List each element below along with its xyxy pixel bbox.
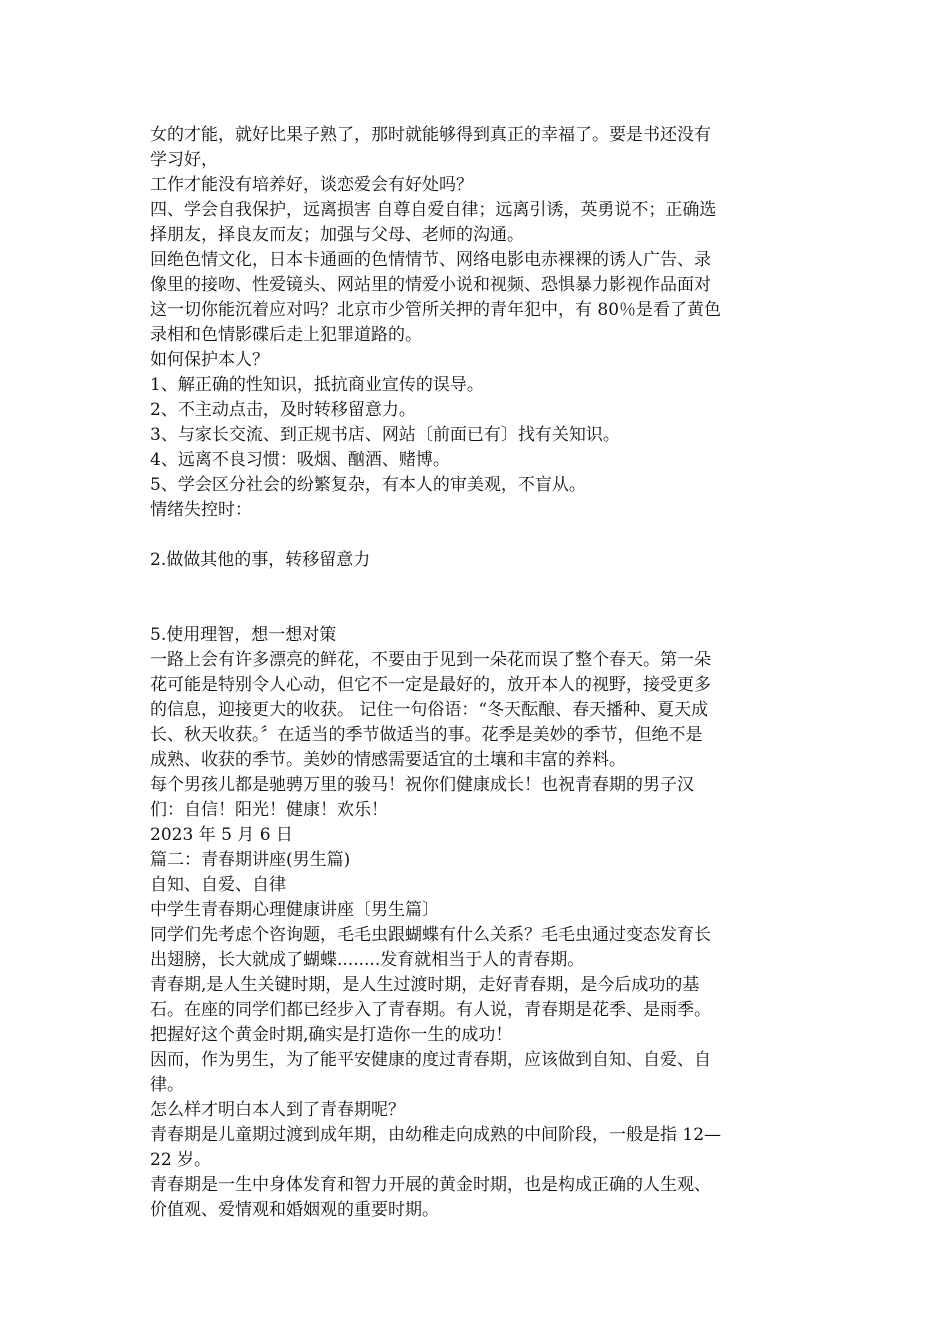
text-line: 一路上会有许多漂亮的鲜花，不要由于见到一朵花而误了整个春天。第一朵	[150, 650, 711, 670]
text-line: 们：自信！阳光！健康！欢乐！	[150, 800, 388, 820]
document-page	[150, 123, 790, 1223]
list-item: 4、远离不良习惯：吸烟、酗酒、赌博。	[150, 450, 450, 470]
text-line: 花可能是特别令人心动，但它不一定是最好的，放开本人的视野，接受更多	[150, 675, 711, 695]
text-line: 青春期,是人生关键时期，是人生过渡时期，走好青春期，是今后成功的基	[150, 975, 700, 995]
text-line: 录相和色情影碟后走上犯罪道路的。	[150, 325, 422, 345]
text-line: 女的才能，就好比果子熟了，那时就能够得到真正的幸福了。要是书还没有	[150, 125, 711, 145]
text-line: 学习好，	[150, 150, 218, 170]
chapter-title: 篇二：青春期讲座(男生篇)	[150, 850, 351, 870]
text-line: 律。	[150, 1075, 184, 1095]
text-line: 青春期是一生中身体发育和智力开展的黄金时期，也是构成正确的人生观、	[150, 1175, 711, 1195]
blank-line	[150, 573, 790, 623]
text-line: 同学们先考虑个咨询题，毛毛虫跟蝴蝶有什么关系？毛毛虫通过变态发育长	[150, 925, 711, 945]
text-line: 22 岁。	[150, 1150, 212, 1170]
chapter-subtitle: 中学生青春期心理健康讲座〔男生篇〕	[150, 900, 439, 920]
text-line: 择朋友，择良友而友；加强与父母、老师的沟通。	[150, 225, 524, 245]
text-line: 像里的接吻、性爱镜头、网站里的情爱小说和视频、恐惧暴力影视作品面对	[150, 275, 711, 295]
text-line: 每个男孩儿都是驰骋万里的骏马！祝你们健康成长！也祝青春期的男子汉	[150, 775, 694, 795]
section-heading: 怎么样才明白本人到了青春期呢？	[150, 1100, 405, 1120]
text-line: 这一切你能沉着应对吗？北京市少管所关押的青年犯中，有 80％是看了黄色	[150, 300, 722, 320]
list-item: 3、与家长交流、到正规书店、网站〔前面已有〕找有关知识。	[150, 425, 620, 445]
text-line: 价值观、爱情观和婚姻观的重要时期。	[150, 1200, 439, 1220]
text-line: 石。在座的同学们都已经步入了青春期。有人说，青春期是花季、是雨季。	[150, 1000, 711, 1020]
text-line: 回绝色情文化，日本卡通画的色情情节、网络电影电赤裸裸的诱人广告、录	[150, 250, 711, 270]
text-line: 成熟、收获的季节。美妙的情感需要适宜的土壤和丰富的养料。	[150, 750, 626, 770]
text-line: 出翅膀，长大就成了蝴蝶........发育就相当于人的青春期。	[150, 950, 585, 970]
section-heading: 情绪失控时：	[150, 500, 252, 520]
chapter-subtitle: 自知、自爱、自律	[150, 875, 286, 895]
list-item: 5.使用理智，想一想对策	[150, 625, 337, 645]
text-line: 工作才能没有培养好，谈恋爱会有好处吗？	[150, 175, 473, 195]
text-line: 因而，作为男生，为了能平安健康的度过青春期，应该做到自知、自爱、自	[150, 1050, 711, 1070]
list-item: 2.做做其他的事，转移留意力	[150, 550, 371, 570]
text-line: 四、学会自我保护，远离损害 自尊自爱自律；远离引诱，英勇说不；正确选	[150, 200, 717, 220]
list-item: 5、学会区分社会的纷繁复杂，有本人的审美观，不盲从。	[150, 475, 586, 495]
text-line: 青春期是儿童期过渡到成年期，由幼稚走向成熟的中间阶段，一般是指 12—	[150, 1125, 722, 1145]
text-line: 的信息，迎接更大的收获。 记住一句俗语：“冬天酝酿、春天播种、夏天成	[150, 700, 709, 720]
list-item: 2、不主动点击，及时转移留意力。	[150, 400, 416, 420]
date-line: 2023 年 5 月 6 日	[150, 825, 293, 845]
text-line: 长、秋天收获。〞在适当的季节做适当的事。花季是美妙的季节，但绝不是	[150, 725, 703, 745]
text-line: 把握好这个黄金时期,确实是打造你一生的成功！	[150, 1025, 513, 1045]
section-heading: 如何保护本人？	[150, 350, 269, 370]
list-item: 1、解正确的性知识，抵抗商业宣传的误导。	[150, 375, 484, 395]
blank-line	[150, 523, 790, 548]
